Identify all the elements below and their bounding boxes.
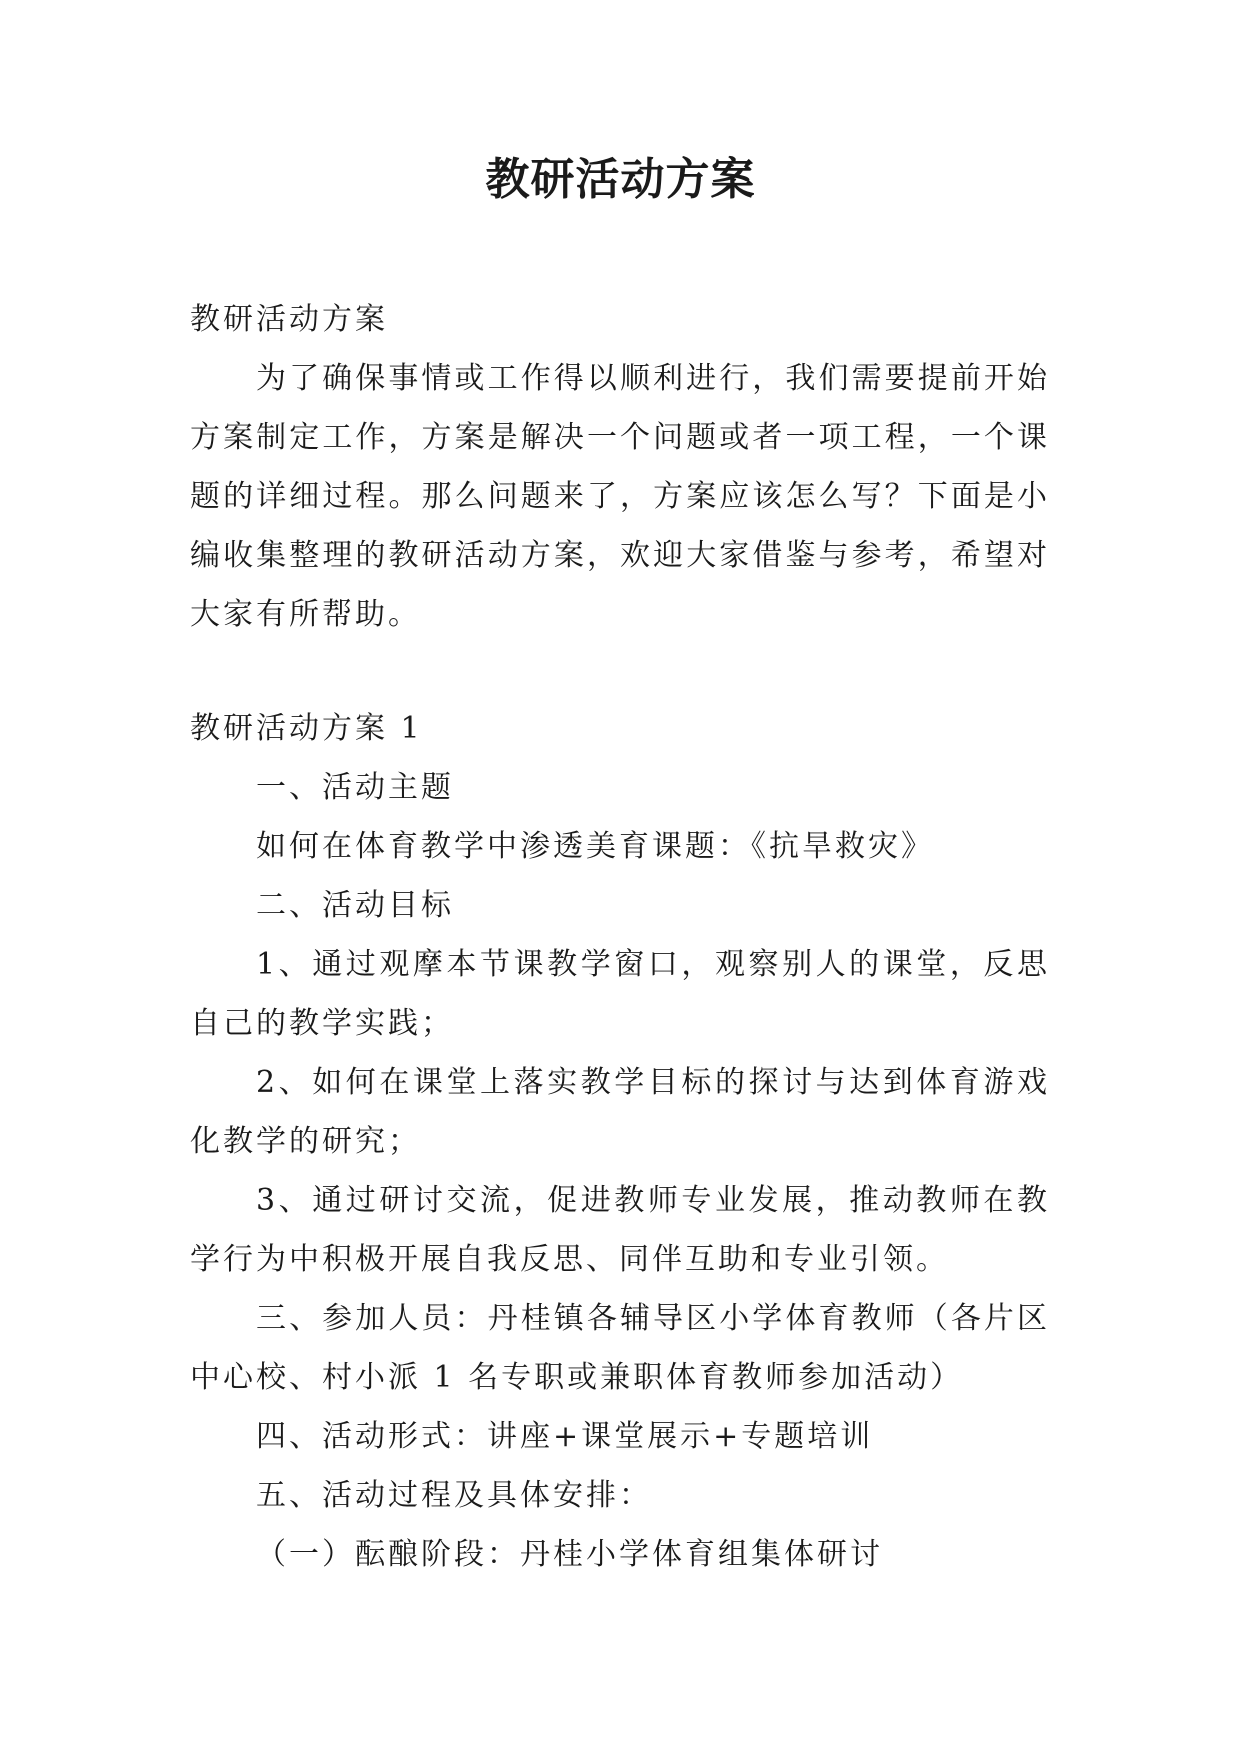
- section-gap: [190, 644, 1050, 699]
- paragraph-activity-theme: 如何在体育教学中渗透美育课题：《抗旱救灾》: [256, 829, 934, 864]
- activity-format: 四、活动形式：讲座+课堂展示+专题培训: [256, 1419, 874, 1454]
- heading-activity-goals: 二、活动目标: [256, 888, 454, 923]
- intro-paragraph: 为了确保事情或工作得以顺利进行，我们需要提前开始方案制定工作，方案是解决一个问题或者一项工程，一个课题的详细过程。那么问题来了，方案应该怎么写？下面是小编收集整理的教研活动方案，欢迎大家借鉴与参考，希望对大家有所帮助。: [190, 361, 1050, 632]
- section-heading: 教研活动方案 1: [190, 711, 423, 746]
- goal-item-3: 3、通过研讨交流，促进教师专业发展，推动教师在教学行为中积极开展自我反思、同伴互助和专业引领。: [190, 1183, 1050, 1277]
- heading-activity-theme: 一、活动主题: [256, 770, 454, 805]
- goal-item-1: 1、通过观摩本节课教学窗口，观察别人的课堂，反思自己的教学实践；: [190, 947, 1050, 1041]
- intro-heading: 教研活动方案: [190, 302, 388, 337]
- phase-1-heading: （一）酝酿阶段：丹桂小学体育组集体研讨: [256, 1537, 883, 1572]
- document-body: [190, 290, 1050, 1584]
- activity-process-heading: 五、活动过程及具体安排：: [256, 1478, 652, 1513]
- participants-paragraph: 三、参加人员：丹桂镇各辅导区小学体育教师（各片区中心校、村小派 1 名专职或兼职体育教师参加活动）: [190, 1301, 1050, 1395]
- document-title: 教研活动方案: [485, 154, 756, 205]
- goal-item-2: 2、如何在课堂上落实教学目标的探讨与达到体育游戏化教学的研究；: [190, 1065, 1050, 1159]
